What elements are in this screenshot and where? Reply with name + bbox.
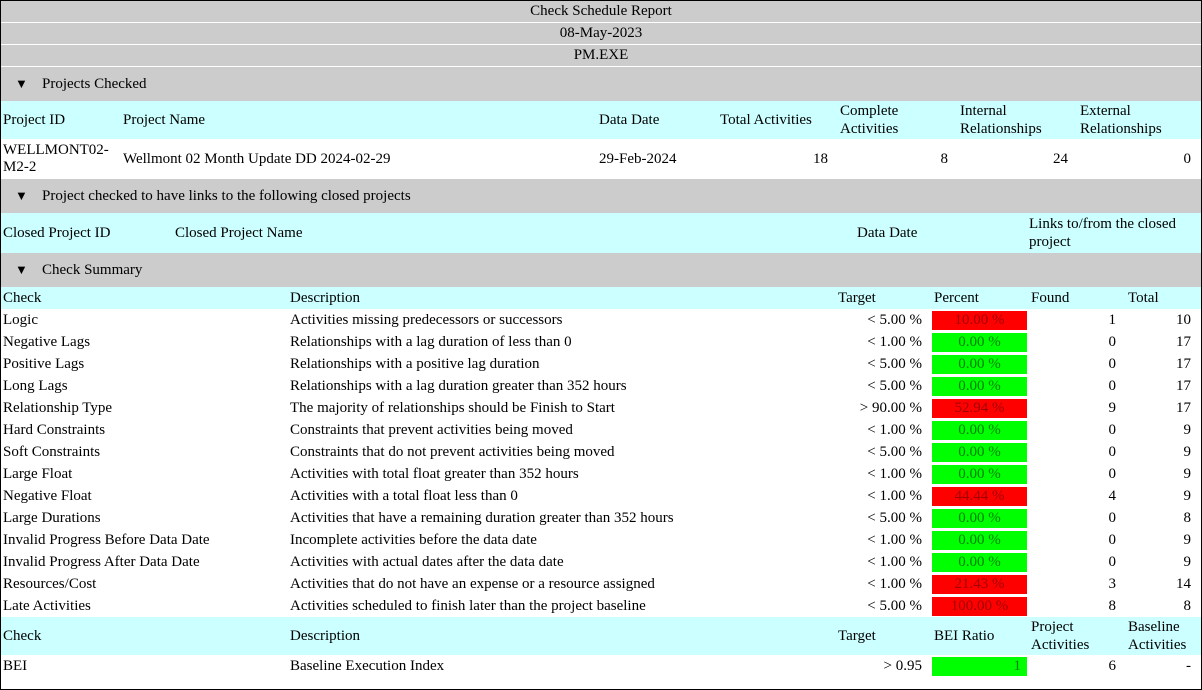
check-found: 0 [1108, 465, 1116, 482]
check-percent [932, 485, 1029, 507]
table-header-row [1, 101, 1201, 139]
external-relationships: 0 [1183, 150, 1191, 167]
check-target: < 5.00 % [867, 443, 922, 460]
check-total: 9 [1183, 553, 1191, 570]
section-label: Project checked to have links to the following closed projects [42, 187, 411, 204]
check-percent [932, 551, 1029, 573]
table-row [1, 397, 1201, 419]
check-target: < 5.00 % [867, 597, 922, 614]
check-name: Negative Float [3, 487, 92, 504]
check-description: Constraints that prevent activities being moved [290, 421, 573, 438]
check-rows [1, 309, 1201, 617]
project-id: WELLMONT02-M2-2 [3, 142, 109, 175]
percent-badge: 0.00 % [932, 377, 1027, 396]
col-header: Project Activities [1031, 619, 1090, 653]
check-name: Invalid Progress After Data Date [3, 553, 200, 570]
check-name: BEI [3, 658, 28, 674]
col-header: Complete Activities [840, 103, 899, 137]
table-row [1, 139, 1201, 179]
check-percent [932, 419, 1029, 441]
check-percent [932, 507, 1029, 529]
col-header: Percent [934, 289, 979, 306]
check-found: 3 [1108, 575, 1116, 592]
closed-projects-table [1, 213, 1201, 253]
col-header: Target [838, 627, 876, 644]
table-row [1, 529, 1201, 551]
check-found: 0 [1108, 377, 1116, 394]
check-total: 8 [1183, 597, 1191, 614]
check-total: 17 [1176, 399, 1191, 416]
check-found: 8 [1108, 597, 1116, 614]
complete-activities: 8 [940, 150, 948, 167]
section-closed-projects[interactable] [1, 179, 1201, 213]
check-target: < 1.00 % [867, 553, 922, 570]
check-found: 1 [1108, 311, 1116, 328]
percent-badge: 0.00 % [932, 443, 1027, 462]
check-found: 0 [1108, 421, 1116, 438]
check-total: 9 [1183, 487, 1191, 504]
col-header: Data Date [857, 224, 918, 241]
col-header: External Relationships [1080, 103, 1162, 137]
percent-badge: 0.00 % [932, 553, 1027, 572]
col-header: BEI Ratio [934, 627, 995, 644]
report-date: 08-May-2023 [1, 23, 1201, 45]
bei-ratio: 1 [932, 657, 1027, 676]
check-percent [932, 375, 1029, 397]
check-name: Large Durations [3, 509, 101, 526]
check-total: 10 [1176, 311, 1191, 328]
percent-badge: 0.00 % [932, 509, 1027, 528]
check-description: Activities with a total float less than 0 [290, 487, 518, 504]
projects-table [1, 101, 1201, 179]
percent-badge: 10.00 % [932, 311, 1027, 330]
table-row [1, 485, 1201, 507]
percent-badge: 44.44 % [932, 487, 1027, 506]
check-target: > 90.00 % [859, 399, 922, 416]
check-description: Activities scheduled to finish later than the project baseline [290, 597, 646, 614]
table-row [1, 419, 1201, 441]
col-header: Data Date [599, 111, 660, 128]
check-found: 0 [1108, 443, 1116, 460]
section-projects-checked[interactable] [1, 67, 1201, 101]
check-target: < 1.00 % [867, 421, 922, 438]
check-description: Activities with actual dates after the data date [290, 553, 564, 570]
check-total: 17 [1176, 355, 1191, 372]
check-target: < 1.00 % [867, 465, 922, 482]
check-description: Activities that do not have an expense or a resource assigned [290, 575, 655, 592]
check-total: 14 [1176, 575, 1191, 592]
table-row [1, 551, 1201, 573]
check-total: 8 [1183, 509, 1191, 526]
report-program: PM.EXE [1, 45, 1201, 67]
check-description: Relationships with a positive lag duration [290, 355, 540, 372]
check-target: > 0.95 [883, 658, 922, 674]
check-total: 9 [1183, 465, 1191, 482]
check-description: Constraints that do not prevent activities being moved [290, 443, 615, 460]
check-description: Relationships with a lag duration of less than 0 [290, 333, 572, 350]
col-header: Check [3, 289, 42, 306]
table-header-row [1, 617, 1201, 655]
table-header-row [1, 213, 1201, 253]
check-percent [932, 441, 1029, 463]
col-header: Closed Project Name [175, 224, 303, 241]
check-description: The majority of relationships should be Finish to Start [290, 399, 615, 416]
table-row [1, 309, 1201, 331]
percent-badge: 0.00 % [932, 465, 1027, 484]
table-row [1, 573, 1201, 595]
check-found: 0 [1108, 355, 1116, 372]
section-check-summary[interactable] [1, 253, 1201, 287]
percent-badge: 0.00 % [932, 355, 1027, 374]
col-header: Description [290, 627, 360, 644]
percent-badge: 0.00 % [932, 421, 1027, 440]
check-percent [932, 353, 1029, 375]
check-name: Large Float [3, 465, 73, 482]
bei-ratio-cell [932, 655, 1029, 678]
check-found: 0 [1108, 509, 1116, 526]
check-description: Baseline Execution Index [290, 658, 445, 674]
col-header: Baseline Activities [1128, 619, 1187, 653]
check-found: 0 [1108, 333, 1116, 350]
check-target: < 1.00 % [867, 531, 922, 548]
check-total: 9 [1183, 443, 1191, 460]
check-name: Negative Lags [3, 333, 91, 350]
check-name: Late Activities [3, 597, 91, 614]
report-title: Check Schedule Report [1, 1, 1201, 23]
check-total: 9 [1183, 421, 1191, 438]
check-percent [932, 397, 1029, 419]
collapse-triangle-icon[interactable]: ▼ [15, 262, 28, 277]
check-target: < 5.00 % [867, 311, 922, 328]
col-header: Internal Relationships [960, 103, 1042, 137]
check-target: < 1.00 % [867, 333, 922, 350]
table-row [1, 507, 1201, 529]
check-target: < 5.00 % [867, 509, 922, 526]
table-row [1, 595, 1201, 617]
col-header: Closed Project ID [3, 224, 111, 241]
check-name: Logic [3, 311, 38, 328]
check-found: 0 [1108, 553, 1116, 570]
baseline-activities: - [1186, 658, 1191, 674]
collapse-triangle-icon[interactable]: ▼ [15, 76, 28, 91]
check-percent [932, 573, 1029, 595]
check-percent [932, 463, 1029, 485]
col-header: Target [838, 289, 876, 306]
check-total: 9 [1183, 531, 1191, 548]
table-row [1, 655, 1201, 678]
table-row [1, 375, 1201, 397]
check-found: 9 [1108, 399, 1116, 416]
total-activities: 18 [813, 150, 828, 167]
check-total: 17 [1176, 333, 1191, 350]
table-header-row [1, 287, 1201, 309]
check-description: Activities that have a remaining duration greater than 352 hours [290, 509, 674, 526]
percent-badge: 100.00 % [932, 597, 1027, 616]
check-percent [932, 309, 1029, 331]
internal-relationships: 24 [1053, 150, 1068, 167]
check-percent [932, 529, 1029, 551]
col-header: Check [3, 627, 42, 644]
table-row [1, 353, 1201, 375]
check-description: Incomplete activities before the data date [290, 531, 537, 548]
col-header: Description [290, 289, 360, 306]
col-header: Total Activities [720, 111, 812, 128]
check-target: < 5.00 % [867, 377, 922, 394]
check-found: 0 [1108, 531, 1116, 548]
table-row [1, 463, 1201, 485]
col-header: Project Name [123, 111, 206, 128]
project-name: Wellmont 02 Month Update DD 2024-02-29 [123, 150, 391, 167]
check-description: Activities with total float greater than 352 hours [290, 465, 579, 482]
check-name: Resources/Cost [3, 575, 97, 592]
check-description: Activities missing predecessors or successors [290, 311, 563, 328]
check-name: Long Lags [3, 377, 68, 394]
data-date: 29-Feb-2024 [599, 150, 677, 167]
check-found: 4 [1108, 487, 1116, 504]
check-target: < 1.00 % [867, 575, 922, 592]
check-summary-table [1, 287, 1201, 678]
section-label: Projects Checked [42, 75, 147, 92]
collapse-triangle-icon[interactable]: ▼ [15, 188, 28, 203]
col-header: Total [1128, 289, 1159, 306]
check-total: 17 [1176, 377, 1191, 394]
check-target: < 5.00 % [867, 355, 922, 372]
section-label: Check Summary [42, 261, 143, 278]
percent-badge: 0.00 % [932, 333, 1027, 352]
check-target: < 1.00 % [867, 487, 922, 504]
percent-badge: 0.00 % [932, 531, 1027, 550]
table-row [1, 331, 1201, 353]
check-name: Relationship Type [3, 399, 113, 416]
col-header: Links to/from the closed project [1029, 216, 1177, 250]
check-description: Relationships with a lag duration greater than 352 hours [290, 377, 627, 394]
check-name: Hard Constraints [3, 421, 106, 438]
check-percent [932, 331, 1029, 353]
check-name: Positive Lags [3, 355, 85, 372]
project-activities: 6 [1108, 658, 1116, 674]
percent-badge: 21.43 % [932, 575, 1027, 594]
check-name: Soft Constraints [3, 443, 101, 460]
check-percent [932, 595, 1029, 617]
percent-badge: 52.94 % [932, 399, 1027, 418]
table-row [1, 441, 1201, 463]
col-header: Project ID [3, 111, 66, 128]
col-header: Found [1031, 289, 1070, 306]
check-name: Invalid Progress Before Data Date [3, 531, 210, 548]
